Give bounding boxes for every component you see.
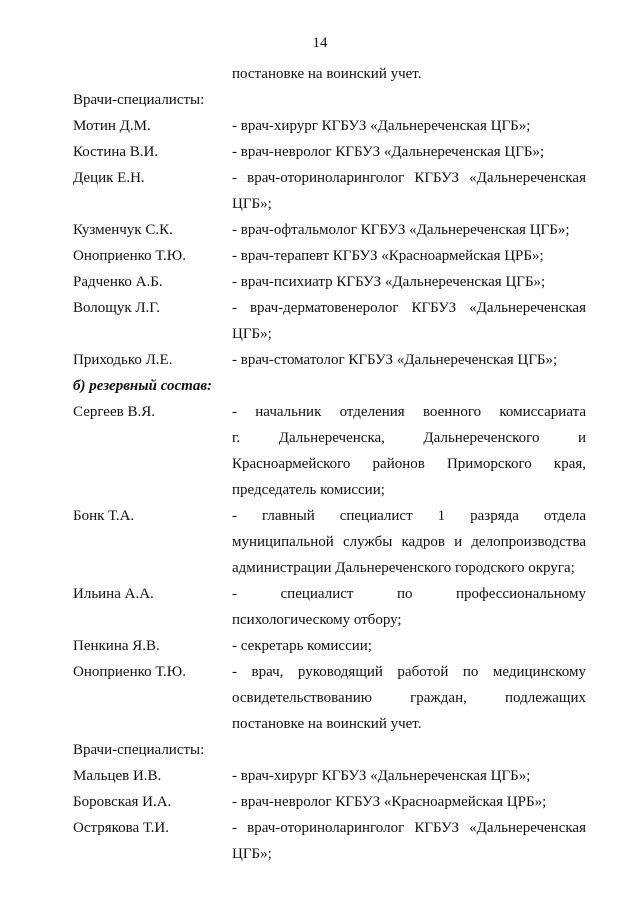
member-role: - врач-хирург КГБУЗ «Дальнереченская ЦГБ»; [232, 768, 531, 784]
member-name: Ильина А.А. [73, 586, 154, 602]
reserve-heading: б) резервный состав: [73, 378, 213, 394]
member-role: - врач, руководящий работой по медицинскому освидетельствованию граждан, подлежащих постановке на воинский учет. [232, 664, 586, 732]
page-number: 14 [312, 35, 328, 51]
member-name: Бонк Т.А. [73, 508, 135, 524]
member-role: - главный специалист 1 разряда отдела муниципальной службы кадров и делопроизводства администрации Дальнереченского городского округа; [232, 508, 586, 576]
member-name: Децик Е.Н. [73, 170, 145, 186]
member-role: - секретарь комиссии; [232, 638, 372, 654]
member-role: - врач-оториноларинголог КГБУЗ «Дальнереченская ЦГБ»; [232, 820, 586, 862]
member-name: Волощук Л.Г. [73, 300, 161, 316]
member-name: Мотин Д.М. [73, 118, 151, 134]
member-role: - специалист по профессиональному психологическому отбору; [232, 586, 586, 628]
member-name: Сергеев В.Я. [73, 404, 155, 420]
member-name: Оноприенко Т.Ю. [73, 248, 186, 264]
member-name: Пенкина Я.В. [73, 638, 160, 654]
section-title: Врачи-специалисты: [73, 92, 205, 108]
member-name: Мальцев И.В. [73, 768, 162, 784]
section-title: Врачи-специалисты: [73, 742, 205, 758]
member-name: Боровская И.А. [73, 794, 172, 810]
member-role: - врач-дерматовенеролог КГБУЗ «Дальнереченская ЦГБ»; [232, 300, 586, 342]
member-name: Острякова Т.И. [73, 820, 169, 836]
member-role: - начальник отделения военного комиссариата г. Дальнереченска, Дальнереченского и Красноармейского районов Приморского края, председатель комиссии; [232, 404, 586, 498]
member-role: - врач-невролог КГБУЗ «Дальнереченская ЦГБ»; [232, 144, 545, 160]
member-name: Оноприенко Т.Ю. [73, 664, 186, 680]
member-role: - врач-офтальмолог КГБУЗ «Дальнереченская ЦГБ»; [232, 222, 570, 238]
member-name: Костина В.И. [73, 144, 159, 160]
member-role: - врач-оториноларинголог КГБУЗ «Дальнереченская ЦГБ»; [232, 170, 586, 212]
member-role: - врач-стоматолог КГБУЗ «Дальнереченская ЦГБ»; [232, 352, 558, 368]
member-role: - врач-психиатр КГБУЗ «Дальнереченская ЦГБ»; [232, 274, 546, 290]
member-role: - врач-хирург КГБУЗ «Дальнереченская ЦГБ»; [232, 118, 531, 134]
member-role: - врач-терапевт КГБУЗ «Красноармейская ЦРБ»; [232, 248, 544, 264]
member-name: Радченко А.Б. [73, 274, 163, 290]
member-role: - врач-невролог КГБУЗ «Красноармейская ЦРБ»; [232, 794, 547, 810]
member-name: Приходько Л.Е. [73, 352, 173, 368]
continuation-line: постановке на воинский учет. [232, 66, 422, 82]
member-name: Кузменчук С.К. [73, 222, 173, 238]
